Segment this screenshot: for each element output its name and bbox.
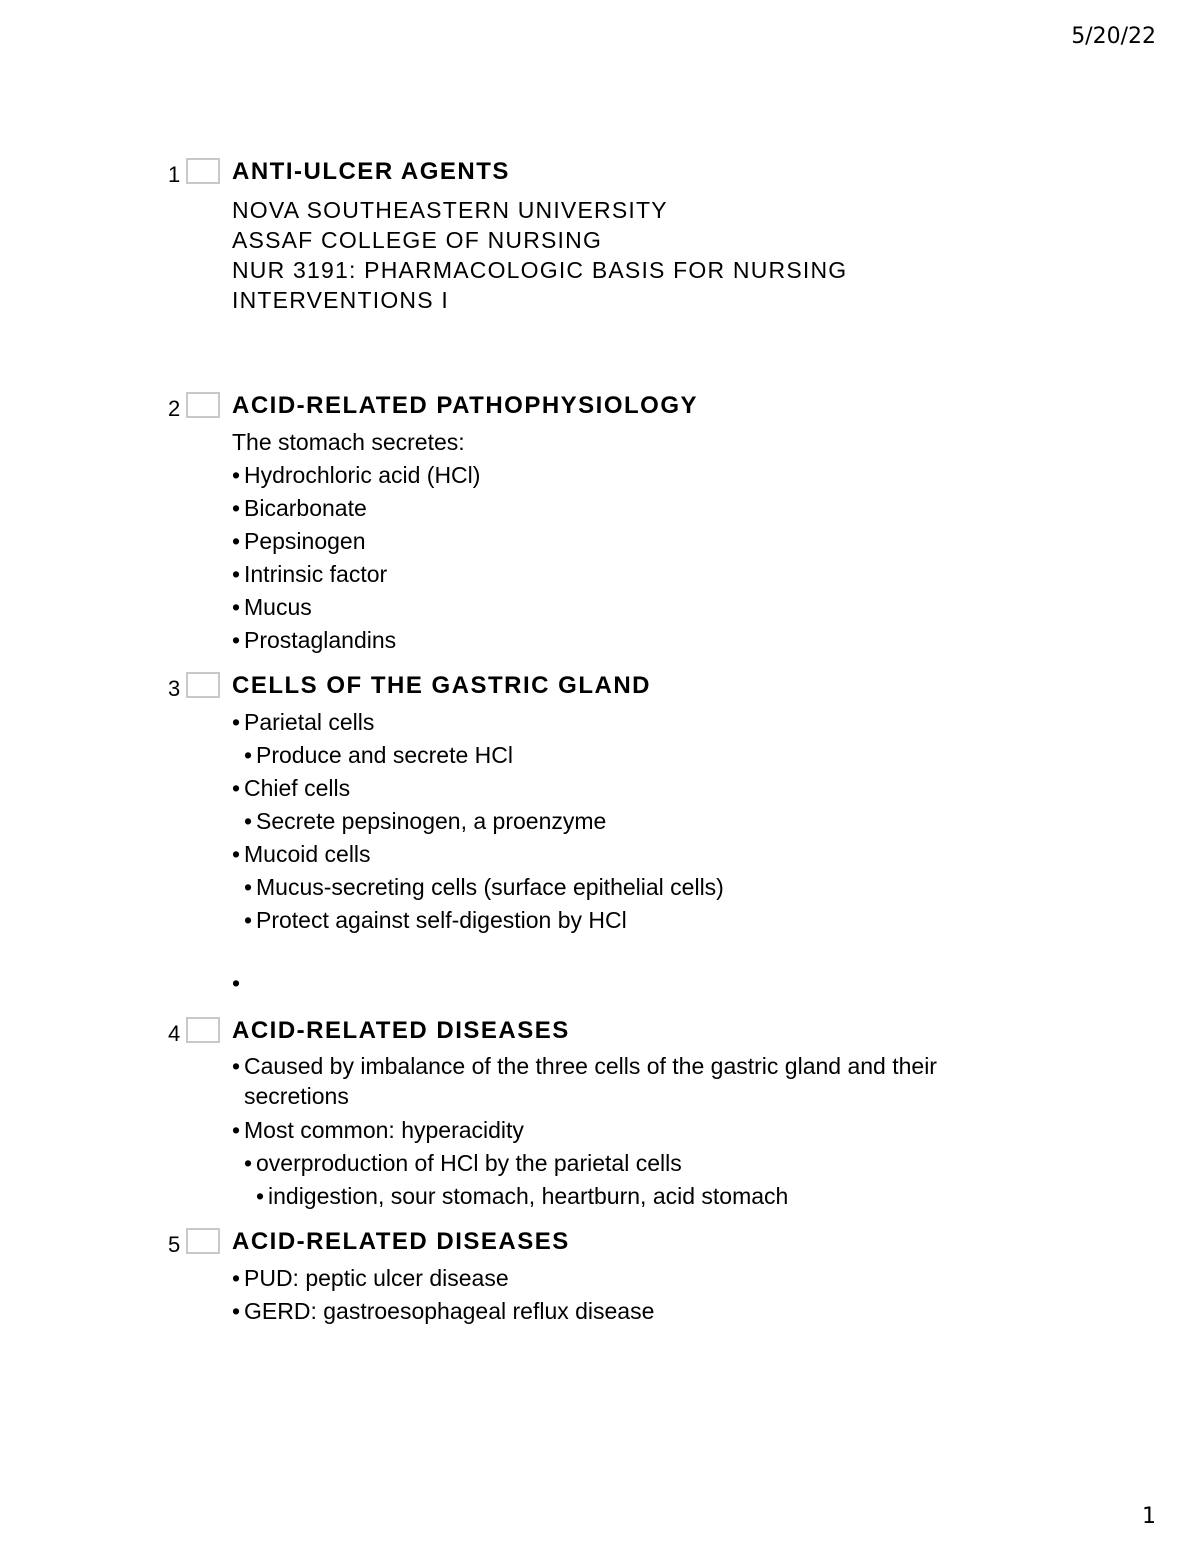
empty-bullet-item bbox=[232, 967, 1052, 1000]
bullet-icon: • bbox=[232, 775, 241, 801]
bullet-item: • Parietal cells bbox=[232, 706, 1052, 739]
slide-body bbox=[232, 1262, 1052, 1328]
bullet-icon: • bbox=[232, 1298, 241, 1324]
bullet-icon: • bbox=[232, 495, 241, 521]
slide-thumbnail-box bbox=[186, 392, 220, 418]
bullet-icon: • bbox=[256, 1183, 265, 1209]
slide-number: 2 bbox=[168, 396, 181, 421]
sub-bullet-item: • Protect against self-digestion by HCl bbox=[232, 904, 1052, 937]
bullet-icon: • bbox=[244, 907, 253, 933]
bullet-item: • Most common: hyperacidity bbox=[232, 1114, 1042, 1147]
slide-body bbox=[232, 1051, 1042, 1213]
bullet-icon: • bbox=[232, 841, 241, 867]
bullet-item: • Chief cells bbox=[232, 772, 1052, 805]
bullet-icon: • bbox=[244, 1150, 253, 1176]
bullet-item: • Prostaglandins bbox=[232, 624, 1052, 657]
subtitle-line: NUR 3191: PHARMACOLOGIC BASIS FOR NURSING bbox=[232, 257, 848, 283]
intro-text: The stomach secretes: bbox=[232, 429, 465, 455]
bullet-icon: • bbox=[232, 709, 241, 735]
slide-body bbox=[232, 706, 1052, 1000]
subtitle-line: INTERVENTIONS I bbox=[232, 287, 449, 313]
bullet-icon: • bbox=[244, 742, 253, 768]
slide-subtitle bbox=[232, 195, 1052, 315]
bullet-item: • PUD: peptic ulcer disease bbox=[232, 1262, 1052, 1295]
bullet-icon: • bbox=[232, 594, 241, 620]
slide-title: ACID-RELATED PATHOPHYSIOLOGY bbox=[232, 392, 699, 419]
bullet-item: • Mucoid cells bbox=[232, 838, 1052, 871]
slide-number: 1 bbox=[168, 162, 181, 187]
sub-bullet-item: • Produce and secrete HCl bbox=[232, 739, 1052, 772]
slide-thumbnail-box bbox=[186, 672, 220, 698]
slide-number: 3 bbox=[168, 676, 181, 701]
bullet-item: • Pepsinogen bbox=[232, 525, 1052, 558]
bullet-icon: • bbox=[232, 528, 241, 554]
sub-bullet-item: • Mucus-secreting cells (surface epithelial cells) bbox=[232, 871, 1052, 904]
page-number: 1 bbox=[1142, 1504, 1156, 1529]
bullet-item: • Intrinsic factor bbox=[232, 558, 1052, 591]
bullet-icon: • bbox=[232, 1265, 241, 1291]
bullet-icon: • bbox=[232, 627, 241, 653]
slide-thumbnail-box bbox=[186, 1228, 220, 1254]
slide-title: ACID-RELATED DISEASES bbox=[232, 1017, 570, 1044]
bullet-item: • Mucus bbox=[232, 591, 1052, 624]
slide-thumbnail-box bbox=[186, 158, 220, 184]
slide-title: ACID-RELATED DISEASES bbox=[232, 1228, 570, 1255]
bullet-icon: • bbox=[232, 970, 241, 996]
slide-number: 4 bbox=[168, 1021, 181, 1046]
slide-thumbnail-box bbox=[186, 1017, 220, 1043]
sub-sub-bullet-item: • indigestion, sour stomach, heartburn, acid stomach bbox=[232, 1180, 1042, 1213]
subtitle-line: ASSAF COLLEGE OF NURSING bbox=[232, 227, 603, 253]
bullet-icon: • bbox=[232, 462, 241, 488]
slide-body bbox=[232, 426, 1052, 657]
bullet-item: • Caused by imbalance of the three cells of the gastric gland and their secretions bbox=[232, 1053, 937, 1109]
slide-title: ANTI-ULCER AGENTS bbox=[232, 158, 510, 185]
bullet-item: • GERD: gastroesophageal reflux disease bbox=[232, 1295, 1052, 1328]
sub-bullet-item: • overproduction of HCl by the parietal cells bbox=[232, 1147, 1042, 1180]
bullet-icon: • bbox=[244, 808, 253, 834]
page-date: 5/20/22 bbox=[1071, 24, 1156, 49]
slide-title: CELLS OF THE GASTRIC GLAND bbox=[232, 672, 651, 699]
subtitle-line: NOVA SOUTHEASTERN UNIVERSITY bbox=[232, 197, 668, 223]
bullet-icon: • bbox=[244, 874, 253, 900]
bullet-item: • Hydrochloric acid (HCl) bbox=[232, 459, 1052, 492]
bullet-item: • Bicarbonate bbox=[232, 492, 1052, 525]
bullet-icon: • bbox=[232, 1117, 241, 1143]
sub-bullet-item: • Secrete pepsinogen, a proenzyme bbox=[232, 805, 1052, 838]
slide-number: 5 bbox=[168, 1232, 181, 1257]
bullet-icon: • bbox=[232, 1053, 241, 1079]
bullet-icon: • bbox=[232, 561, 241, 587]
